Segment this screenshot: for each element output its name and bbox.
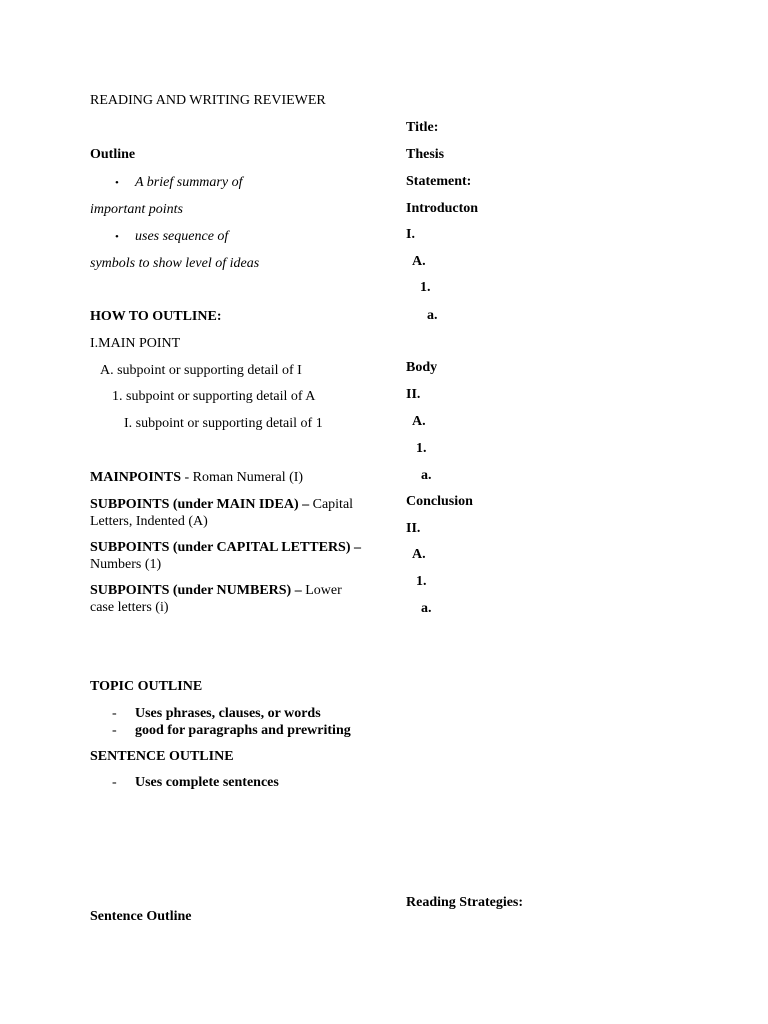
- def-term: MAINPOINTS: [90, 470, 182, 485]
- conclusion-number: 1.: [416, 574, 427, 589]
- def-desc: Numbers (1): [90, 557, 162, 572]
- body-lower: a.: [421, 468, 432, 483]
- reading-strategies-heading: Reading Strategies:: [406, 895, 524, 910]
- intro-roman: I.: [406, 227, 415, 242]
- outline-title-label: Title:: [406, 120, 439, 135]
- bullet-1: •: [115, 177, 119, 189]
- outline-conclusion-label: Conclusion: [406, 494, 473, 509]
- sentence-outline-bottom-heading: Sentence Outline: [90, 909, 192, 924]
- intro-capital: A.: [412, 254, 426, 269]
- conclusion-roman: II.: [406, 521, 421, 536]
- conclusion-lower: a.: [421, 601, 432, 616]
- def-desc: - Roman Numeral (I): [181, 470, 304, 485]
- outline-heading: Outline: [90, 147, 136, 162]
- how-line-subpoint-a: A. subpoint or supporting detail of I: [100, 363, 302, 378]
- body-capital: A.: [412, 414, 426, 429]
- topic-item-2: good for paragraphs and prewriting: [135, 723, 351, 738]
- def-term: SUBPOINTS (under CAPITAL LETTERS) –: [90, 540, 361, 555]
- def-subpoints-main: [90, 496, 358, 530]
- dash: -: [112, 775, 117, 790]
- def-subpoints-numbers: [90, 582, 352, 616]
- how-line-main-point: I.MAIN POINT: [90, 336, 181, 351]
- body-roman: II.: [406, 387, 421, 402]
- intro-lower: a.: [427, 308, 438, 323]
- def-desc: Capital Letters, Indented (A): [90, 497, 354, 529]
- topic-item-1: Uses phrases, clauses, or words: [135, 706, 321, 721]
- body-number: 1.: [416, 441, 427, 456]
- def-term: SUBPOINTS (under NUMBERS) –: [90, 583, 302, 598]
- how-to-outline-heading: HOW TO OUTLINE:: [90, 309, 222, 324]
- sentence-outline-heading: SENTENCE OUTLINE: [90, 749, 234, 764]
- sentence-item-1: Uses complete sentences: [135, 775, 279, 790]
- page-title: READING AND WRITING REVIEWER: [90, 93, 326, 108]
- def-desc: Lower case letters (i): [90, 583, 342, 615]
- outline-body-label: Body: [406, 360, 438, 375]
- outline-point-1: A brief summary of: [135, 175, 243, 190]
- intro-number: 1.: [420, 280, 431, 295]
- dash: -: [112, 706, 117, 721]
- outline-point-2: uses sequence of: [135, 229, 229, 244]
- def-mainpoints: [90, 469, 303, 486]
- outline-thesis-label: Thesis: [406, 147, 445, 162]
- def-term: SUBPOINTS (under MAIN IDEA) –: [90, 497, 310, 512]
- outline-statement-label: Statement:: [406, 174, 472, 189]
- how-line-subpoint-i: I. subpoint or supporting detail of 1: [124, 416, 323, 431]
- conclusion-capital: A.: [412, 547, 426, 562]
- outline-point-1-cont: important points: [90, 202, 183, 217]
- dash: -: [112, 723, 117, 738]
- outline-introduction-label: Introducton: [406, 201, 479, 216]
- bullet-2: •: [115, 231, 119, 243]
- def-subpoints-capital: [90, 539, 362, 573]
- outline-point-2-cont: symbols to show level of ideas: [90, 256, 260, 271]
- how-line-subpoint-1: 1. subpoint or supporting detail of A: [112, 389, 316, 404]
- topic-outline-heading: TOPIC OUTLINE: [90, 679, 203, 694]
